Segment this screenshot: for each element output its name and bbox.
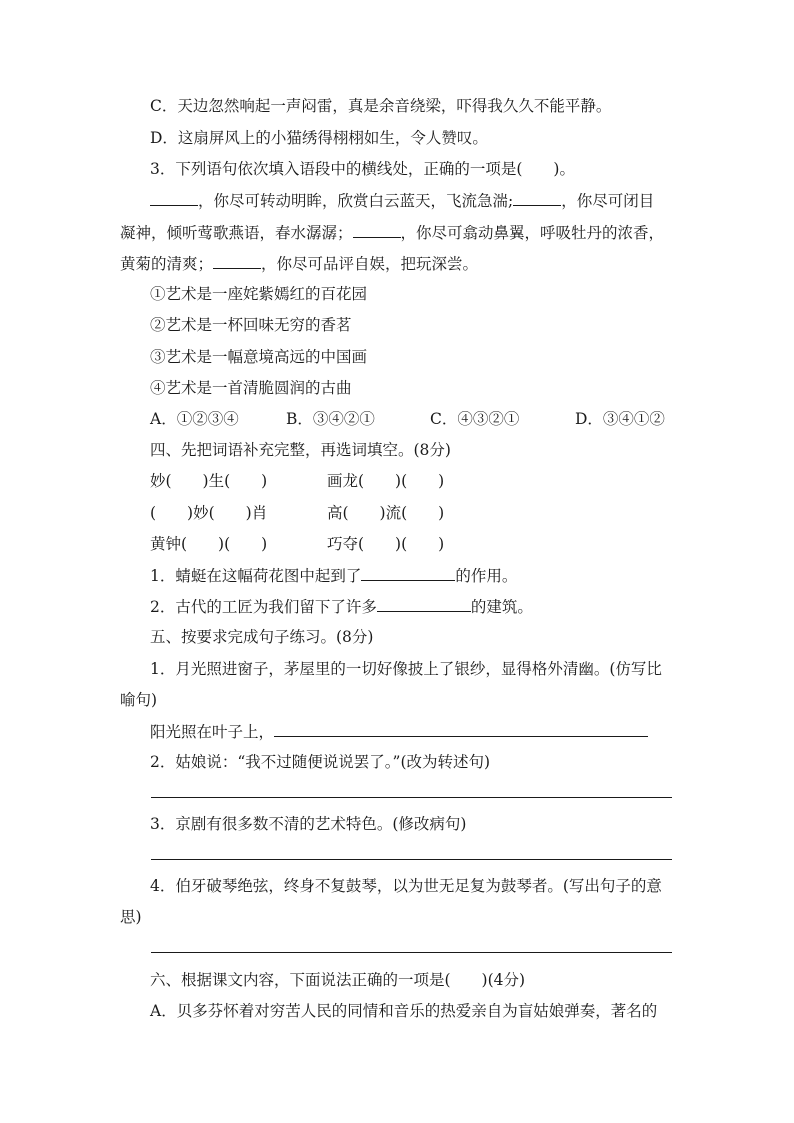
question-text: 2．古代的工匠为我们留下了许多 [150,598,377,616]
paragraph-text: ，你尽可闭目 [561,192,655,210]
section-5-q1-line-1: 1．月光照进窗子，茅屋里的一切好像披上了银纱，显得格外清幽。(仿写比 [150,660,662,678]
choice-d[interactable]: D．③④①② [575,410,665,428]
section-5-q4-line-1: 4．伯牙破琴绝弦，终身不复鼓琴，以为世无足复为鼓琴者。(写出句子的意 [150,877,662,895]
paragraph-text: 黄菊的清爽； [120,255,214,273]
section-5-q2: 2．姑娘说：“我不过随便说说罢了。”(改为转述句) [150,753,491,771]
idiom-item: ( )妙( )肖 [150,504,268,522]
paragraph-text: ，你尽可翕动鼻翼，呼吸牡丹的浓香， [400,224,665,242]
choice-b[interactable]: B．③④②① [286,410,375,428]
answer-blank[interactable] [361,565,455,581]
list-item: ①艺术是一座姹紫嫣红的百花园 [150,285,368,303]
question-3-paragraph-line-2 [120,222,680,243]
idiom-item: 画龙( )( ) [327,472,445,490]
idiom-item: 高( )流( ) [327,504,445,522]
answer-blank[interactable] [377,596,471,612]
choice-a[interactable]: A．①②③④ [150,410,239,428]
answer-line[interactable] [151,797,672,798]
idiom-item: 巧夺( )( ) [327,535,445,553]
blank-3[interactable] [353,222,401,238]
blank-2[interactable] [513,190,561,206]
section-5-q3: 3．京剧有很多数不清的艺术特色。(修改病句) [150,815,467,833]
fill-question-1 [150,565,680,586]
section-5-title: 五、按要求完成句子练习。(8分) [150,628,374,646]
paragraph-text: ，你尽可转动明眸，欣赏白云蓝天，飞流急湍; [198,192,514,210]
idiom-item: 黄钟( )( ) [150,535,268,553]
question-text: 的建筑。 [470,598,533,616]
fill-question-2 [150,596,680,617]
list-item: ②艺术是一杯回味无穷的香茗 [150,316,352,334]
answer-line[interactable] [151,952,672,953]
question-3-paragraph-line-1 [150,190,680,211]
question-text: 的作用。 [455,567,518,585]
section-4-title: 四、先把词语补充完整，再选词填空。(8分) [150,441,451,459]
section-6-option-a[interactable]: A．贝多芬怀着对穷苦人民的同情和音乐的热爱亲自为盲姑娘弹奏，著名的 [150,1002,658,1020]
paragraph-text: 凝神，倾听莺歌燕语，春水潺潺； [120,224,353,242]
answer-line[interactable] [151,859,672,860]
list-item: ③艺术是一幅意境高远的中国画 [150,348,368,366]
section-5-q1-line-2: 喻句) [120,691,158,709]
paragraph-text: ，你尽可品评自娱，把玩深尝。 [261,255,479,273]
blank-4[interactable] [213,253,261,269]
prompt-text: 阳光照在叶子上， [150,723,275,741]
blank-1[interactable] [150,190,198,206]
idiom-item: 妙( )生( ) [150,472,268,490]
choice-c[interactable]: C．④③②① [430,410,520,428]
option-c-line: C．天边忽然响起一声闷雷，真是余音绕梁，吓得我久久不能平静。 [150,97,612,115]
list-item: ④艺术是一首清脆圆润的古曲 [150,379,352,397]
section-5-q1-answer [150,721,680,742]
section-6-title: 六、根据课文内容，下面说法正确的一项是( )(4分) [150,971,526,989]
section-5-q4-line-2: 思) [120,908,142,926]
question-text: 1．蜻蜓在这幅荷花图中起到了 [150,567,362,585]
option-d-line: D．这扇屏风上的小猫绣得栩栩如生，令人赞叹。 [150,129,488,147]
question-3-title: 3．下列语句依次填入语段中的横线处，正确的一项是( )。 [150,160,575,178]
question-3-paragraph-line-3 [120,253,680,274]
answer-blank[interactable] [274,721,648,737]
